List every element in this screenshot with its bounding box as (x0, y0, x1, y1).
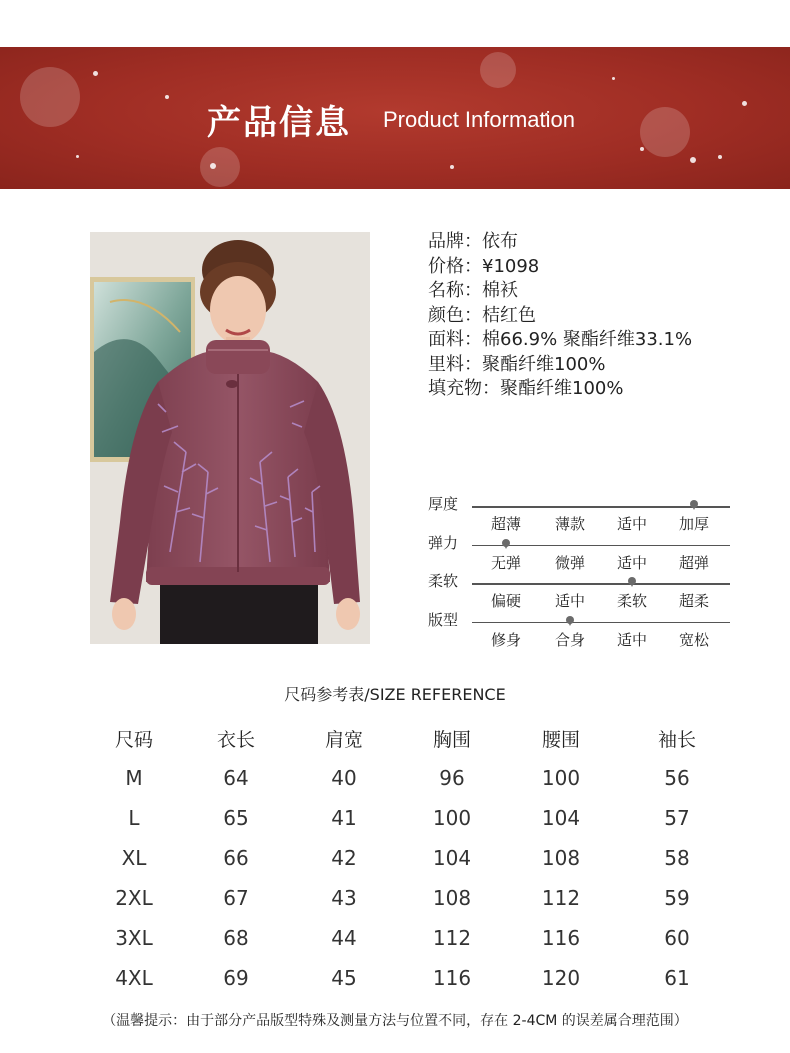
size-cell: 100 (432, 806, 472, 830)
scale-option: 柔软 (616, 592, 647, 610)
size-cell: 59 (664, 886, 690, 910)
size-header-cell: 肩宽 (324, 728, 363, 751)
size-cell: 61 (664, 966, 690, 990)
info-value: ¥1098 (482, 255, 540, 277)
scale-elasticity (428, 535, 733, 573)
info-value: 桔红色 (482, 304, 536, 326)
info-value: 棉袄 (482, 280, 518, 301)
info-value: 依布 (482, 231, 518, 252)
sparkle-decoration (165, 95, 169, 99)
size-cell: 120 (541, 966, 581, 990)
info-key: 名称： (428, 280, 482, 301)
size-header-cell: 尺码 (114, 728, 153, 751)
bokeh-decoration (480, 52, 516, 88)
size-cell: 64 (223, 766, 249, 790)
model-illustration (90, 232, 370, 644)
scale-softness (428, 573, 733, 611)
scale-option: 超薄 (490, 515, 521, 533)
info-key: 面料： (428, 329, 482, 350)
info-row-lining (428, 353, 692, 378)
table-row (83, 758, 735, 798)
info-row-filling (428, 377, 692, 402)
size-cell: 44 (331, 926, 357, 950)
size-header-cell: 袖长 (657, 728, 696, 751)
size-table (83, 718, 735, 998)
header-banner (0, 47, 790, 189)
sparkle-decoration (76, 155, 79, 158)
banner-subtitle: Product Information (383, 107, 575, 132)
info-key: 填充物： (428, 378, 500, 399)
product-info-list (428, 230, 692, 402)
scale-marker (566, 616, 574, 624)
info-key: 品牌： (428, 231, 482, 252)
scale-option: 偏硬 (490, 592, 521, 610)
scale-label: 版型 (428, 610, 459, 629)
table-row (83, 878, 735, 918)
table-row (83, 838, 735, 878)
scale-option: 适中 (616, 630, 647, 649)
size-header-cell: 腰围 (541, 728, 580, 751)
size-cell: 104 (541, 806, 581, 830)
scale-thickness (428, 496, 733, 534)
size-cell: 3XL (115, 926, 153, 950)
size-cell: 40 (331, 766, 357, 790)
scale-line (472, 622, 730, 624)
size-cell: 56 (664, 766, 690, 790)
scale-option: 适中 (616, 553, 647, 572)
size-cell: 68 (223, 926, 249, 950)
size-cell: 4XL (115, 966, 153, 990)
table-row (83, 798, 735, 838)
size-cell: 108 (432, 886, 472, 910)
size-cell: 67 (223, 886, 249, 910)
scale-option: 薄款 (554, 515, 585, 533)
info-value: 聚酯纤维100% (482, 353, 606, 375)
info-value: 聚酯纤维100% (500, 378, 624, 399)
scale-label: 弹力 (428, 533, 459, 552)
scale-marker (628, 577, 636, 585)
bokeh-decoration (200, 147, 240, 187)
scale-option: 加厚 (678, 515, 709, 533)
info-row-brand (428, 230, 692, 255)
product-photo (90, 232, 370, 644)
scale-label: 厚度 (428, 495, 459, 513)
info-row-name (428, 279, 692, 304)
scale-option: 无弹 (490, 553, 521, 572)
scale-line (472, 545, 730, 547)
banner-title: 产品信息 (207, 103, 351, 143)
size-cell: 96 (439, 766, 465, 790)
scale-option: 超弹 (678, 553, 709, 572)
size-cell: 69 (223, 966, 249, 990)
size-note: （温馨提示：由于部分产品版型特殊及测量方法与位置不同，存在 2-4CM 的误差属合理范围） (102, 1013, 688, 1029)
sparkle-decoration (690, 157, 696, 163)
scale-option: 合身 (554, 630, 585, 649)
size-cell: XL (121, 846, 147, 870)
size-table-header (83, 718, 735, 758)
scale-option: 适中 (616, 515, 647, 533)
bokeh-decoration (20, 67, 80, 127)
size-cell: 116 (541, 926, 581, 950)
size-cell: 42 (331, 846, 357, 870)
info-row-fabric (428, 328, 692, 353)
size-cell: 112 (432, 926, 472, 950)
info-key: 颜色： (428, 304, 482, 326)
bokeh-decoration (640, 107, 690, 157)
sparkle-decoration (210, 163, 216, 169)
size-cell: 58 (664, 846, 690, 870)
sparkle-decoration (612, 77, 615, 80)
sparkle-decoration (450, 165, 454, 169)
size-cell: 104 (432, 846, 472, 870)
sparkle-decoration (640, 147, 644, 151)
scale-fit (428, 612, 733, 650)
size-cell: 45 (331, 966, 357, 990)
table-row (83, 918, 735, 958)
info-key: 里料： (428, 353, 482, 375)
size-cell: 100 (541, 766, 581, 790)
size-cell: 112 (541, 886, 581, 910)
sparkle-decoration (93, 71, 98, 76)
size-cell: 65 (223, 806, 249, 830)
info-row-price (428, 255, 692, 280)
scale-marker (690, 500, 698, 508)
scale-marker (502, 539, 510, 547)
info-key: 价格： (428, 255, 482, 277)
size-cell: 108 (541, 846, 581, 870)
info-row-color (428, 304, 692, 329)
scale-line (472, 583, 730, 585)
sparkle-decoration (742, 101, 747, 106)
size-cell: 2XL (115, 886, 153, 910)
size-cell: 57 (664, 806, 690, 830)
size-header-cell: 胸围 (432, 728, 471, 751)
info-value: 棉66.9% 聚酯纤维33.1% (482, 329, 693, 350)
scale-option: 超柔 (678, 592, 709, 610)
size-cell: 116 (432, 966, 472, 990)
size-cell: L (128, 806, 140, 830)
size-table-title: 尺码参考表/SIZE REFERENCE (284, 685, 506, 704)
sparkle-decoration (718, 155, 722, 159)
size-cell: 60 (664, 926, 690, 950)
size-header-cell: 衣长 (216, 728, 255, 751)
size-cell: 43 (331, 886, 357, 910)
size-cell: 41 (331, 806, 357, 830)
size-cell: M (125, 766, 143, 790)
size-cell: 66 (223, 846, 249, 870)
scale-option: 微弹 (554, 553, 585, 572)
scale-label: 柔软 (428, 572, 459, 590)
scale-option: 宽松 (678, 630, 709, 649)
scale-option: 适中 (554, 592, 585, 610)
table-row (83, 958, 735, 998)
scale-option: 修身 (490, 630, 521, 649)
